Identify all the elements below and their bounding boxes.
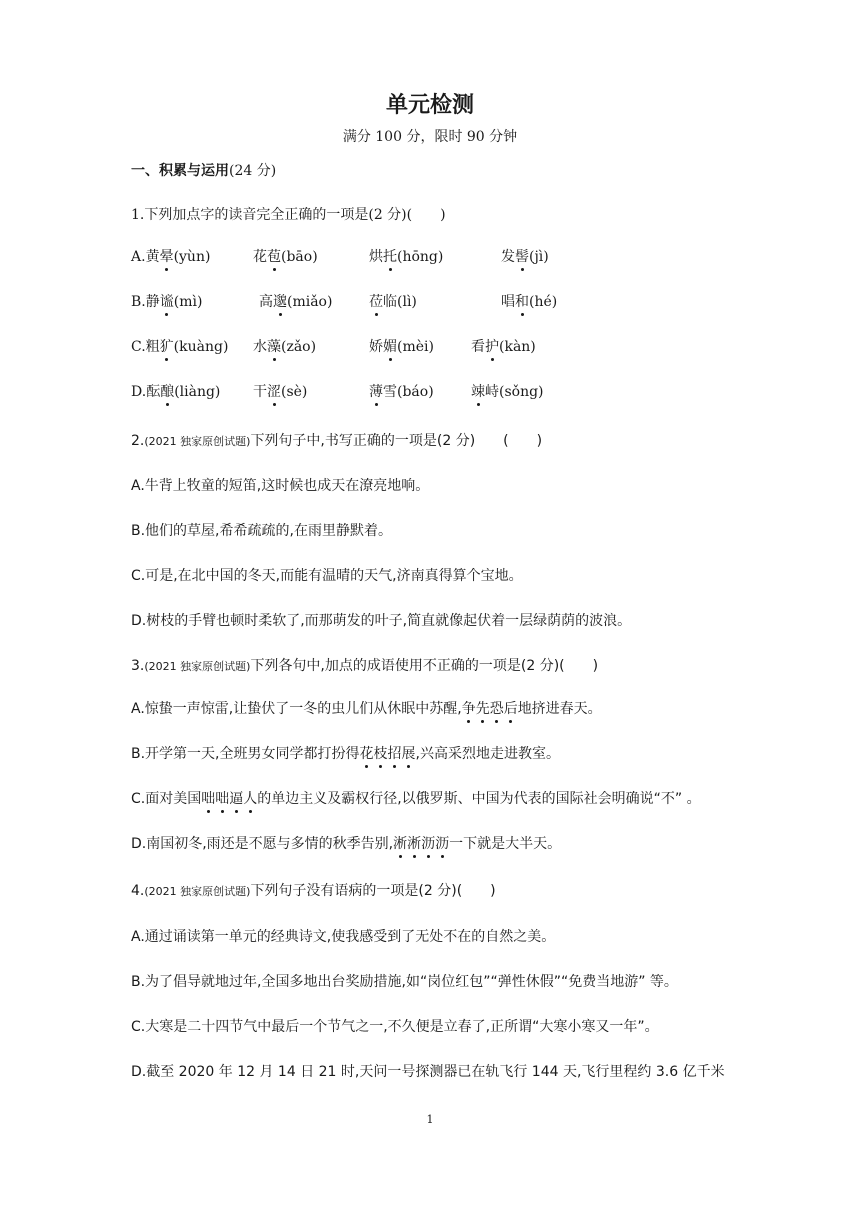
question-3-stem: [131, 655, 598, 675]
word-text: 临(lì): [383, 294, 417, 310]
dotted-character: 后: [504, 698, 518, 718]
question-2-option-d: D.树枝的手臂也顿时柔软了,而那萌发的叶子,简直就像起伏着一层绿荫荫的波浪。: [131, 613, 632, 629]
word-text: 娇: [369, 339, 383, 355]
word-text: 粗: [145, 339, 160, 355]
dotted-character: 媚: [383, 336, 397, 356]
word-text: (hé): [529, 294, 558, 310]
q1-option-c-word-3: [369, 336, 434, 356]
q1-option-a-word-4: [501, 246, 549, 266]
word-text: (jì): [529, 249, 549, 265]
word-text: 唱: [501, 294, 515, 310]
dotted-character: 苞: [267, 246, 281, 266]
dotted-character: 淅: [393, 833, 407, 853]
q1-option-c-word-4: [471, 336, 536, 356]
dotted-character: 逼: [229, 788, 243, 808]
q1-option-d-word-1: [131, 381, 220, 401]
word-text: 水: [253, 339, 267, 355]
word-text: (mì): [173, 294, 203, 310]
dotted-character: 争: [462, 698, 476, 718]
q1-option-d-word-4: [471, 381, 544, 401]
dotted-character: 淅: [407, 833, 421, 853]
question-2-option-b: B.他们的草屋,希希疏疏的,在雨里静默着。: [131, 523, 392, 539]
word-text: (yùn): [173, 249, 211, 265]
question-4-source: (2021 独家原创试题): [144, 885, 251, 898]
dotted-character: 莅: [369, 291, 383, 311]
word-text: (miǎo): [287, 294, 333, 310]
dotted-character: 咄: [215, 788, 229, 808]
word-text: 高: [259, 294, 273, 310]
word-text: 黄: [145, 249, 160, 265]
option-text: ,兴高采烈地走进教室。: [415, 746, 560, 762]
word-text: 干: [253, 384, 267, 400]
question-4-stem: [131, 880, 496, 900]
dotted-character: 竦: [471, 381, 485, 401]
question-2-option-a: A.牛背上牧童的短笛,这时候也成天在潦亮地响。: [131, 478, 430, 494]
question-2-number: 2.: [131, 433, 145, 449]
question-4-number: 4.: [131, 883, 145, 899]
option-letter: C.: [131, 339, 146, 355]
word-text: 静: [145, 294, 160, 310]
q1-option-d-word-3: [369, 381, 434, 401]
word-text: (zǎo): [281, 339, 317, 355]
dotted-character: 和: [515, 291, 529, 311]
dotted-character: 涩: [267, 381, 281, 401]
option-text: D.南国初冬,雨还是不愿与多情的秋季告别,: [131, 836, 394, 852]
q1-option-b-word-4: [501, 291, 557, 311]
q1-option-c-word-1: [131, 336, 228, 356]
option-text: C.面对美国: [131, 791, 202, 807]
q1-option-a-word-3: [369, 246, 443, 266]
word-text: (sè): [281, 384, 308, 400]
page-title: 单元检测: [385, 93, 474, 118]
page-number: 1: [426, 1113, 434, 1126]
page-subtitle: 满分 100 分，限时 90 分钟: [342, 129, 518, 145]
question-4-option-b: B.为了倡导就地过年,全国多地出台奖励措施,如“岗位红包”“弹性休假”“免费当地游” 等。: [131, 974, 678, 990]
option-letter: A.: [131, 249, 146, 265]
word-text: (bāo): [281, 249, 318, 265]
q1-option-a-word-1: [131, 246, 210, 266]
question-3-source: (2021 独家原创试题): [144, 660, 251, 673]
section-label: 一、积累与运用: [131, 163, 229, 179]
dotted-character: 邈: [273, 291, 287, 311]
q1-option-b-word-2: [259, 291, 332, 311]
dotted-idiom: [201, 791, 257, 807]
word-text: 雪(báo): [383, 384, 434, 400]
option-letter: B.: [131, 294, 146, 310]
question-3-option-d: [131, 833, 561, 853]
dotted-character: 酿: [160, 381, 174, 401]
question-4-option-a: A.通过诵读第一单元的经典诗文,使我感受到了无处不在的自然之美。: [131, 929, 556, 945]
word-text: 花: [253, 249, 267, 265]
dotted-idiom: [393, 836, 449, 852]
word-text: (hōng): [397, 249, 444, 265]
question-4-option-c: C.大寒是二十四节气中最后一个节气之一,不久便是立春了,正所谓“大寒小寒又一年”。: [131, 1019, 659, 1035]
dotted-character: 犷: [160, 336, 174, 356]
option-text: A.惊蛰一声惊雷,让蛰伏了一冬的虫儿们从休眠中苏醒,: [131, 701, 462, 717]
dotted-character: 招: [388, 743, 402, 763]
word-text: 发: [501, 249, 515, 265]
dotted-character: 薄: [369, 381, 383, 401]
question-3-text: 下列各句中,加点的成语使用不正确的一项是(2 分)( ): [250, 658, 599, 674]
question-1-stem: 1.下列加点字的读音完全正确的一项是(2 分)( ): [131, 207, 446, 223]
option-letter: D.: [131, 384, 147, 400]
word-text: (kuàng): [173, 339, 229, 355]
dotted-character: 花: [360, 743, 374, 763]
dotted-character: 沥: [421, 833, 435, 853]
dotted-character: 晕: [160, 246, 174, 266]
question-2-source: (2021 独家原创试题): [144, 435, 251, 448]
dotted-character: 咄: [201, 788, 215, 808]
word-text: 烘: [369, 249, 383, 265]
question-2-text: 下列句子中,书写正确的一项是(2 分) ( ): [250, 433, 543, 449]
question-4-text: 下列句子没有语病的一项是(2 分)( ): [250, 883, 496, 899]
q1-option-d-word-2: [253, 381, 307, 401]
q1-option-c-word-2: [253, 336, 316, 356]
option-text: 的单边主义及霸权行径,以俄罗斯、中国为代表的国际社会明确说“不” 。: [257, 791, 701, 807]
dotted-character: 沥: [435, 833, 449, 853]
dotted-character: 枝: [374, 743, 388, 763]
dotted-character: 藻: [267, 336, 281, 356]
option-text: 一下就是大半天。: [449, 836, 562, 852]
word-text: (kàn): [499, 339, 536, 355]
option-text: 地挤进春天。: [517, 701, 602, 717]
dotted-idiom: [360, 746, 416, 762]
dotted-character: 护: [485, 336, 499, 356]
q1-option-b-word-3: [369, 291, 417, 311]
word-text: 看: [471, 339, 485, 355]
option-text: B.开学第一天,全班男女同学都打扮得: [131, 746, 360, 762]
dotted-character: 人: [243, 788, 257, 808]
q1-option-a-word-2: [253, 246, 318, 266]
word-text: (mèi): [397, 339, 434, 355]
word-text: 酝: [146, 384, 161, 400]
section-heading: [131, 160, 276, 180]
question-2-stem: [131, 430, 542, 450]
dotted-character: 先: [476, 698, 490, 718]
dotted-idiom: [462, 701, 518, 717]
word-text: 峙(sǒng): [485, 384, 544, 400]
dotted-character: 展: [402, 743, 416, 763]
q1-option-b-word-1: [131, 291, 202, 311]
dotted-character: 托: [383, 246, 397, 266]
question-2-option-c: C.可是,在北中国的冬天,而能有温晴的天气,济南真得算个宝地。: [131, 568, 523, 584]
word-text: (liàng): [174, 384, 221, 400]
question-4-option-d: D.截至 2020 年 12 月 14 日 21 时,天问一号探测器已在轨飞行 144 天,飞行里程约 3.6 亿千米: [131, 1064, 725, 1080]
dotted-character: 恐: [490, 698, 504, 718]
question-3-option-b: [131, 743, 560, 763]
question-3-number: 3.: [131, 658, 145, 674]
question-3-option-a: [131, 698, 602, 718]
dotted-character: 髻: [515, 246, 529, 266]
dotted-character: 谧: [160, 291, 174, 311]
section-points: (24 分): [229, 163, 277, 179]
question-3-option-c: [131, 788, 701, 808]
